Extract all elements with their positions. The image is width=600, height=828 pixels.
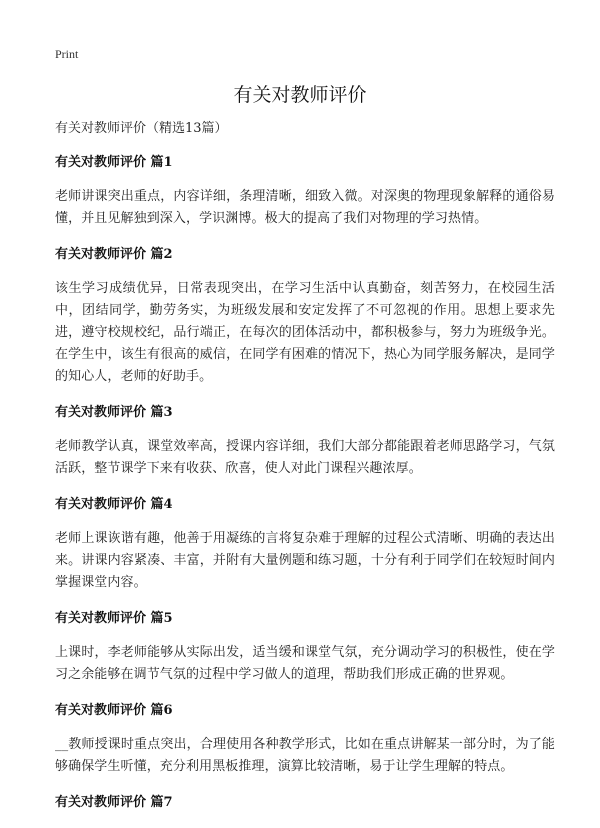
section-heading: 有关对教师评价 篇7 xyxy=(55,795,173,810)
section-7 xyxy=(55,794,555,812)
section-heading: 有关对教师评价 篇1 xyxy=(55,155,173,170)
section-3 xyxy=(55,404,555,480)
section-body: 老师教学认真，课堂效率高，授课内容详细，我们大部分都能跟着老师思路学习，气氛活跃，整节课学下来有收获、欣喜，使人对此门课程兴趣浓厚。 xyxy=(55,439,555,476)
section-body: __教师授课时重点突出，合理使用各种教学形式，比如在重点讲解某一部分时，为了能够确保学生听懂，充分利用黑板推理，演算比较清晰，易于让学生理解的特点。 xyxy=(55,737,555,774)
document-title: 有关对教师评价 xyxy=(233,84,367,106)
section-heading: 有关对教师评价 篇3 xyxy=(55,405,173,420)
section-1 xyxy=(55,154,555,230)
document-content xyxy=(55,120,555,826)
print-link[interactable]: Print xyxy=(55,47,79,61)
section-heading: 有关对教师评价 篇4 xyxy=(55,497,173,512)
section-body: 该生学习成绩优异，日常表现突出，在学习生活中认真勤奋，刻苦努力，在校园生活中，团结同学，勤劳务实，为班级发展和安定发挥了不可忽视的作用。思想上要求先进，遵守校规校纪，品行端正，在每次的团体活动中，都积极参与，努力为班级争光。在学生中，该生有很高的威信，在同学有困难的情况下，热心为同学服务解决，是同学的知心人，老师的好助手。 xyxy=(55,281,555,384)
section-4 xyxy=(55,496,555,594)
document-subtitle: 有关对教师评价（精选13篇） xyxy=(55,121,228,136)
section-6 xyxy=(55,702,555,778)
section-heading: 有关对教师评价 篇6 xyxy=(55,703,173,718)
section-body: 上课时，李老师能够从实际出发，适当缓和课堂气氛，充分调动学习的积极性，使在学习之余能够在调节气氛的过程中学习做人的道理，帮助我们形成正确的世界观。 xyxy=(55,645,555,682)
section-5 xyxy=(55,610,555,686)
section-body: 老师上课诙谐有趣，他善于用凝练的言将复杂难于理解的过程公式清晰、明确的表达出来。讲课内容紧凑、丰富，并附有大量例题和练习题，十分有利于同学们在较短时间内掌握课堂内容。 xyxy=(55,531,555,590)
section-body: 老师讲课突出重点，内容详细，条理清晰，细致入微。对深奥的物理现象解释的通俗易懂，并且见解独到深入，学识渊博。极大的提高了我们对物理的学习热情。 xyxy=(55,189,555,226)
section-2 xyxy=(55,246,555,388)
section-heading: 有关对教师评价 篇2 xyxy=(55,247,173,262)
section-heading: 有关对教师评价 篇5 xyxy=(55,611,173,626)
